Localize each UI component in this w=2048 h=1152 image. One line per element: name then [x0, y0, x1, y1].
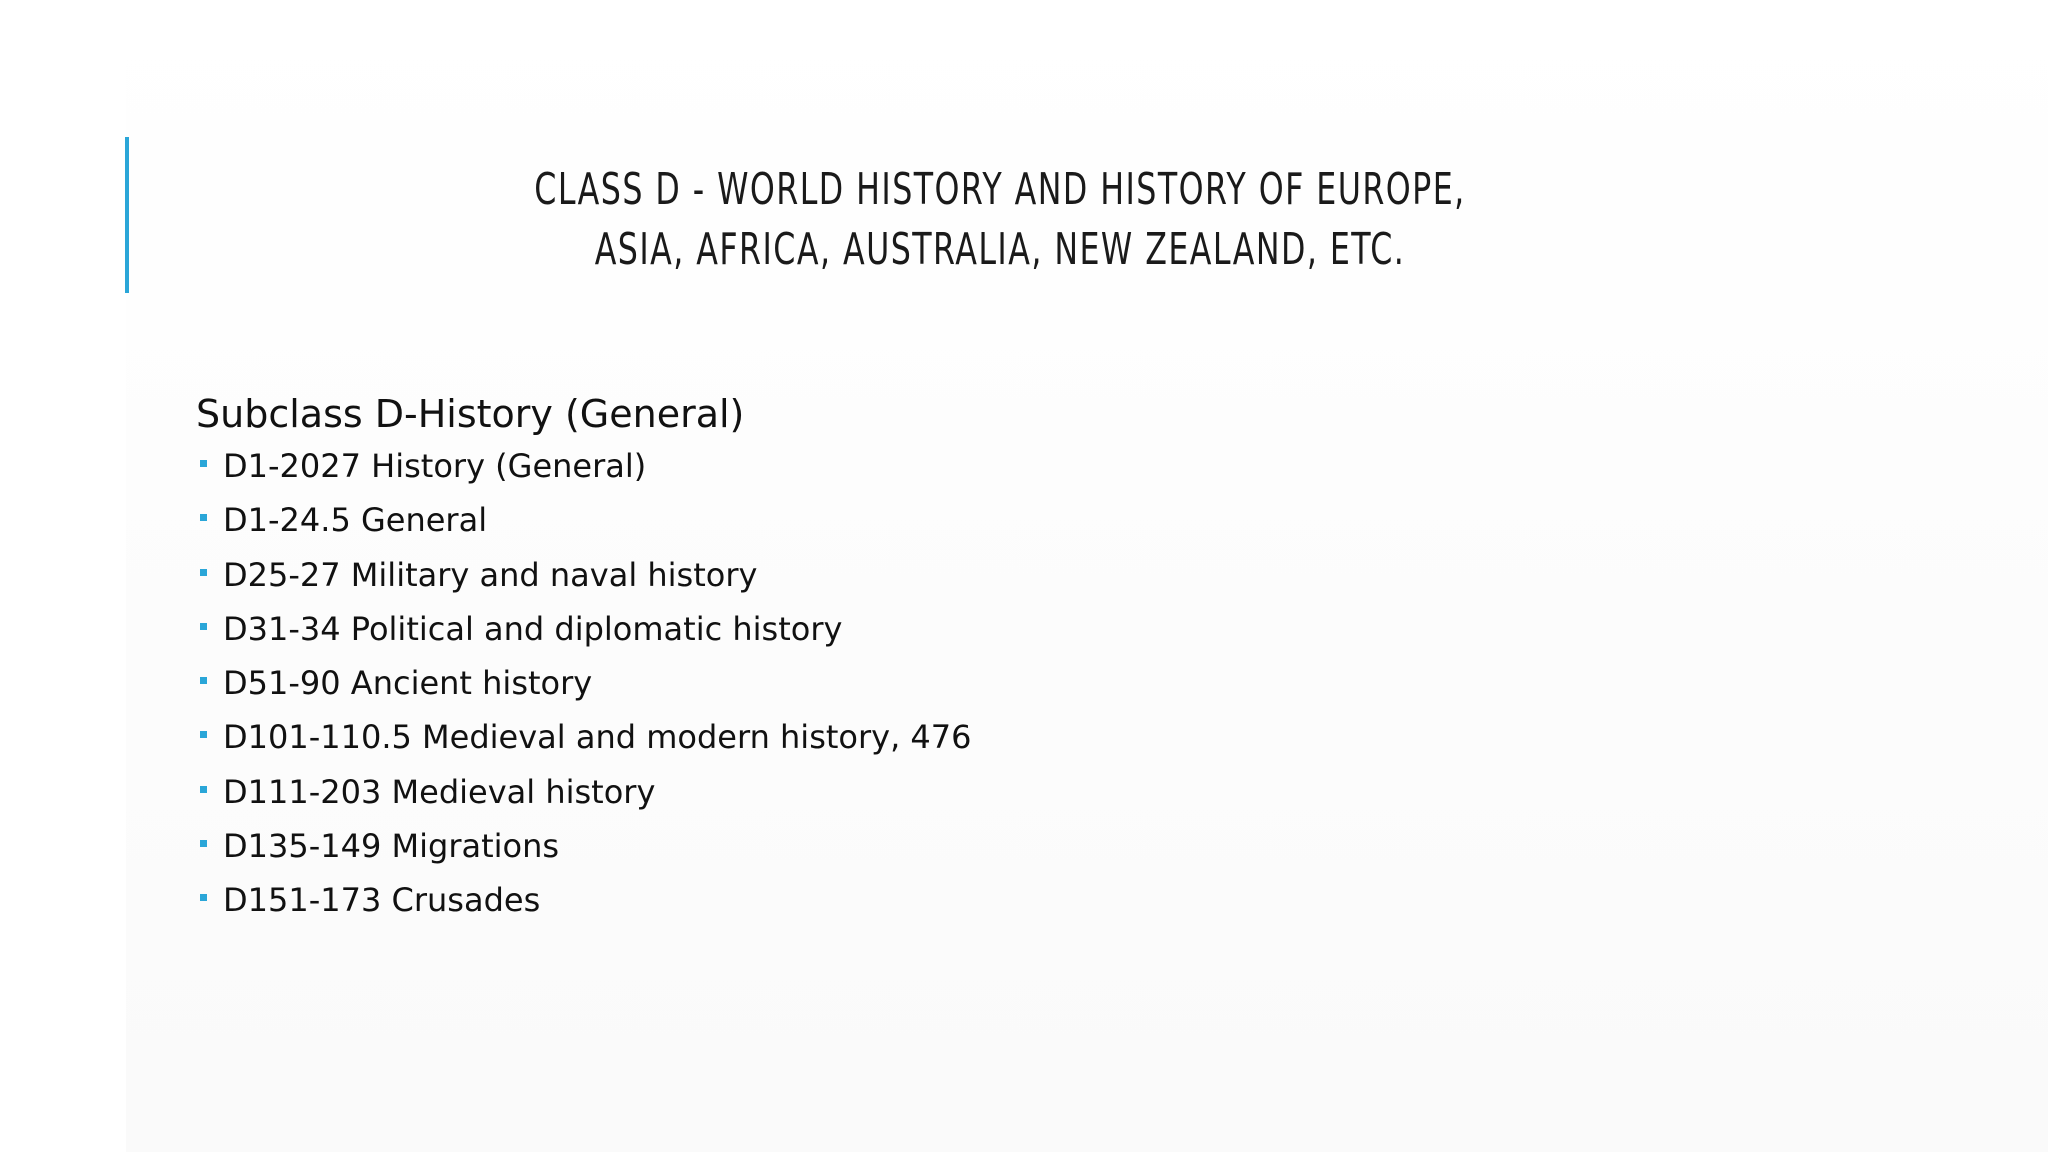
bullet-list [200, 446, 972, 935]
title-accent-bar [125, 137, 129, 293]
bullet-square-icon [200, 840, 207, 847]
subclass-heading: Subclass D-History (General) [196, 392, 745, 436]
list-item [200, 663, 972, 717]
bullet-square-icon [200, 677, 207, 684]
bullet-text: D111-203 Medieval history [223, 772, 656, 811]
bullet-text: D151-173 Crusades [223, 881, 541, 920]
bullet-text: D31-34 Political and diplomatic history [223, 609, 843, 648]
bullet-text: D101-110.5 Medieval and modern history, 476 [223, 718, 972, 757]
title-line-2: ASIA, AFRICA, AUSTRALIA, NEW ZEALAND, ETC. [594, 224, 1406, 275]
list-item [200, 772, 972, 826]
bullet-square-icon [200, 623, 207, 630]
bullet-text: D1-24.5 General [223, 501, 488, 540]
bullet-square-icon [200, 460, 207, 467]
title-line-1: CLASS D - WORLD HISTORY AND HISTORY OF EUROPE, [534, 164, 1466, 215]
bullet-text: D51-90 Ancient history [223, 664, 593, 703]
bullet-square-icon [200, 786, 207, 793]
list-item [200, 609, 972, 663]
list-item [200, 826, 972, 880]
list-item [200, 500, 972, 554]
bullet-square-icon [200, 514, 207, 521]
slide-title [518, 160, 1483, 280]
list-item [200, 555, 972, 609]
bullet-square-icon [200, 894, 207, 901]
bullet-text: D1-2027 History (General) [223, 447, 647, 485]
bullet-square-icon [200, 569, 207, 576]
bullet-text: D25-27 Military and naval history [223, 555, 758, 594]
list-item [200, 446, 972, 500]
list-item [200, 717, 972, 771]
bullet-text: D135-149 Migrations [223, 827, 560, 866]
list-item [200, 880, 972, 934]
bullet-square-icon [200, 731, 207, 738]
